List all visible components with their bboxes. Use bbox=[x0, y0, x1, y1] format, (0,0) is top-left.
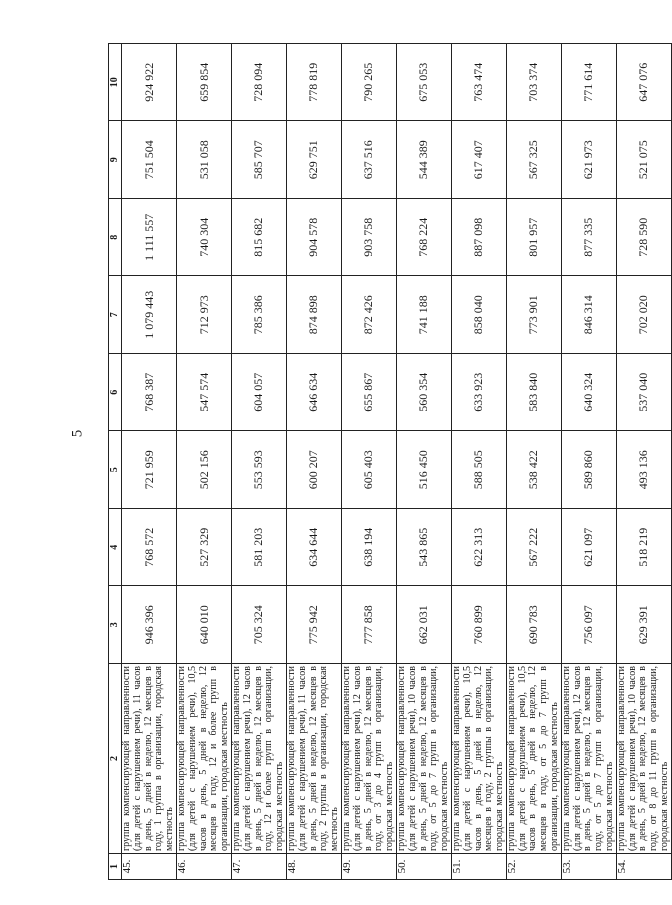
value-cell: 740 304 bbox=[176, 199, 231, 277]
value-cell: 903 758 bbox=[341, 199, 396, 277]
value-cell: 547 574 bbox=[176, 354, 231, 432]
value-cell: 705 324 bbox=[231, 586, 286, 664]
value-cell: 605 403 bbox=[341, 431, 396, 509]
value-cell: 702 020 bbox=[616, 276, 671, 354]
row-index: 47. bbox=[231, 854, 286, 880]
value-cell: 771 614 bbox=[561, 44, 616, 122]
row-description: группа компенсирующей направленности (для детей с нарушением речи), 10 часов в день, 5 дней в неделю, 12 месяцев в году, от 5 до 7 групп в организации, городская местность bbox=[396, 664, 451, 854]
value-cell: 712 973 bbox=[176, 276, 231, 354]
row-index: 50. bbox=[396, 854, 451, 880]
row-description: группа компенсирующей направленности (для детей с нарушением речи), 10,5 часов в день, 5 дней в неделю, 12 месяцев в году, от 5 до 7 групп в организации, городская местность bbox=[506, 664, 561, 854]
value-cell: 924 922 bbox=[122, 44, 177, 122]
value-cell: 751 504 bbox=[122, 121, 177, 199]
value-cell: 1 111 557 bbox=[122, 199, 177, 277]
row-description: группа компенсирующей направленности (для детей с нарушением речи), 11 часов в день, 5 дней в неделю, 12 месяцев в году, 1 группа в организации, городская местность bbox=[122, 664, 177, 854]
value-cell: 583 840 bbox=[506, 354, 561, 432]
value-cell: 777 858 bbox=[341, 586, 396, 664]
value-cell: 567 325 bbox=[506, 121, 561, 199]
table-row bbox=[561, 44, 616, 880]
row-index: 46. bbox=[176, 854, 231, 880]
column-number-row bbox=[109, 44, 122, 880]
column-header: 9 bbox=[109, 121, 122, 199]
column-header: 2 bbox=[109, 664, 122, 854]
row-description: группа компенсирующей направленности (для детей с нарушением речи), 12 часов в день, 5 дней в неделю, 12 месяцев в году, от 5 до 7 групп в организации, городская местность bbox=[561, 664, 616, 854]
value-cell: 690 783 bbox=[506, 586, 561, 664]
value-cell: 537 040 bbox=[616, 354, 671, 432]
value-cell: 790 265 bbox=[341, 44, 396, 122]
value-cell: 640 324 bbox=[561, 354, 616, 432]
row-index: 45. bbox=[122, 854, 177, 880]
value-cell: 904 578 bbox=[286, 199, 341, 277]
value-cell: 531 058 bbox=[176, 121, 231, 199]
row-index: 54. bbox=[616, 854, 671, 880]
value-cell: 589 860 bbox=[561, 431, 616, 509]
row-description: группа компенсирующей направленности (для детей с нарушением речи), 11 часов в день, 5 дней в неделю, 12 месяцев в году, 2 группы в организации, городская местность bbox=[286, 664, 341, 854]
value-cell: 502 156 bbox=[176, 431, 231, 509]
value-cell: 638 194 bbox=[341, 509, 396, 587]
table-row bbox=[506, 44, 561, 880]
value-cell: 617 407 bbox=[451, 121, 506, 199]
table-row bbox=[231, 44, 286, 880]
value-cell: 621 973 bbox=[561, 121, 616, 199]
value-cell: 887 098 bbox=[451, 199, 506, 277]
value-cell: 728 094 bbox=[231, 44, 286, 122]
value-cell: 621 097 bbox=[561, 509, 616, 587]
value-cell: 858 040 bbox=[451, 276, 506, 354]
rotated-table-container bbox=[108, 44, 671, 880]
value-cell: 662 031 bbox=[396, 586, 451, 664]
value-cell: 763 474 bbox=[451, 44, 506, 122]
row-description: группа компенсирующей направленности (для детей с нарушением речи), 10 часов в день, 5 дней в неделю, 12 месяцев в году, от 8 до 11 групп в организации, городская местность bbox=[616, 664, 671, 854]
column-header: 1 bbox=[109, 854, 122, 880]
value-cell: 567 222 bbox=[506, 509, 561, 587]
cost-table bbox=[108, 43, 672, 880]
table-row bbox=[286, 44, 341, 880]
value-cell: 778 819 bbox=[286, 44, 341, 122]
column-header: 7 bbox=[109, 276, 122, 354]
value-cell: 640 010 bbox=[176, 586, 231, 664]
value-cell: 521 075 bbox=[616, 121, 671, 199]
value-cell: 646 634 bbox=[286, 354, 341, 432]
value-cell: 721 959 bbox=[122, 431, 177, 509]
row-description: группа компенсирующей направленности (для детей с нарушением речи), 10,5 часов в день, 5 дней в неделю, 12 месяцев в году, 2 группы в организации, городская местность bbox=[451, 664, 506, 854]
value-cell: 527 329 bbox=[176, 509, 231, 587]
row-index: 51. bbox=[451, 854, 506, 880]
table-row bbox=[122, 44, 177, 880]
value-cell: 872 426 bbox=[341, 276, 396, 354]
value-cell: 815 682 bbox=[231, 199, 286, 277]
value-cell: 801 957 bbox=[506, 199, 561, 277]
column-header: 6 bbox=[109, 354, 122, 432]
row-description: группа компенсирующей направленности (для детей с нарушением речи), 12 часов в день, 5 дней в неделю, 12 месяцев в году, от 3 до 4 групп в организации, городская местность bbox=[341, 664, 396, 854]
value-cell: 785 386 bbox=[231, 276, 286, 354]
value-cell: 647 076 bbox=[616, 44, 671, 122]
value-cell: 760 899 bbox=[451, 586, 506, 664]
value-cell: 675 053 bbox=[396, 44, 451, 122]
row-description: группа компенсирующей направленности (для детей с нарушением речи), 12 часов в день, 5 дней в неделю, 12 месяцев в году, 12 и более групп в организации, городская местность bbox=[231, 664, 286, 854]
value-cell: 741 188 bbox=[396, 276, 451, 354]
value-cell: 585 707 bbox=[231, 121, 286, 199]
value-cell: 633 923 bbox=[451, 354, 506, 432]
value-cell: 604 057 bbox=[231, 354, 286, 432]
value-cell: 493 136 bbox=[616, 431, 671, 509]
row-index: 52. bbox=[506, 854, 561, 880]
table-row bbox=[341, 44, 396, 880]
column-header: 3 bbox=[109, 586, 122, 664]
value-cell: 703 374 bbox=[506, 44, 561, 122]
value-cell: 629 391 bbox=[616, 586, 671, 664]
value-cell: 560 354 bbox=[396, 354, 451, 432]
value-cell: 634 644 bbox=[286, 509, 341, 587]
value-cell: 846 314 bbox=[561, 276, 616, 354]
value-cell: 874 898 bbox=[286, 276, 341, 354]
value-cell: 655 867 bbox=[341, 354, 396, 432]
column-header: 10 bbox=[109, 44, 122, 122]
column-header: 4 bbox=[109, 509, 122, 587]
value-cell: 588 505 bbox=[451, 431, 506, 509]
value-cell: 544 389 bbox=[396, 121, 451, 199]
value-cell: 600 207 bbox=[286, 431, 341, 509]
table-row bbox=[176, 44, 231, 880]
value-cell: 637 516 bbox=[341, 121, 396, 199]
value-cell: 946 396 bbox=[122, 586, 177, 664]
row-index: 49. bbox=[341, 854, 396, 880]
value-cell: 543 865 bbox=[396, 509, 451, 587]
column-header: 8 bbox=[109, 199, 122, 277]
table-row bbox=[396, 44, 451, 880]
value-cell: 768 224 bbox=[396, 199, 451, 277]
table-row bbox=[616, 44, 671, 880]
value-cell: 553 593 bbox=[231, 431, 286, 509]
value-cell: 538 422 bbox=[506, 431, 561, 509]
value-cell: 659 854 bbox=[176, 44, 231, 122]
page-number: 5 bbox=[69, 429, 86, 438]
value-cell: 728 590 bbox=[616, 199, 671, 277]
value-cell: 768 387 bbox=[122, 354, 177, 432]
value-cell: 877 335 bbox=[561, 199, 616, 277]
value-cell: 775 942 bbox=[286, 586, 341, 664]
row-description: группа компенсирующей направленности (для детей с нарушением речи), 10,5 часов в день, 5 дней в неделю, 12 месяцев в году, 12 и более групп в организации, городская местность bbox=[176, 664, 231, 854]
value-cell: 1 079 443 bbox=[122, 276, 177, 354]
value-cell: 518 219 bbox=[616, 509, 671, 587]
value-cell: 622 313 bbox=[451, 509, 506, 587]
value-cell: 773 901 bbox=[506, 276, 561, 354]
value-cell: 581 203 bbox=[231, 509, 286, 587]
value-cell: 629 751 bbox=[286, 121, 341, 199]
value-cell: 768 572 bbox=[122, 509, 177, 587]
value-cell: 516 450 bbox=[396, 431, 451, 509]
value-cell: 756 097 bbox=[561, 586, 616, 664]
row-index: 48. bbox=[286, 854, 341, 880]
column-header: 5 bbox=[109, 431, 122, 509]
row-index: 53. bbox=[561, 854, 616, 880]
table-row bbox=[451, 44, 506, 880]
